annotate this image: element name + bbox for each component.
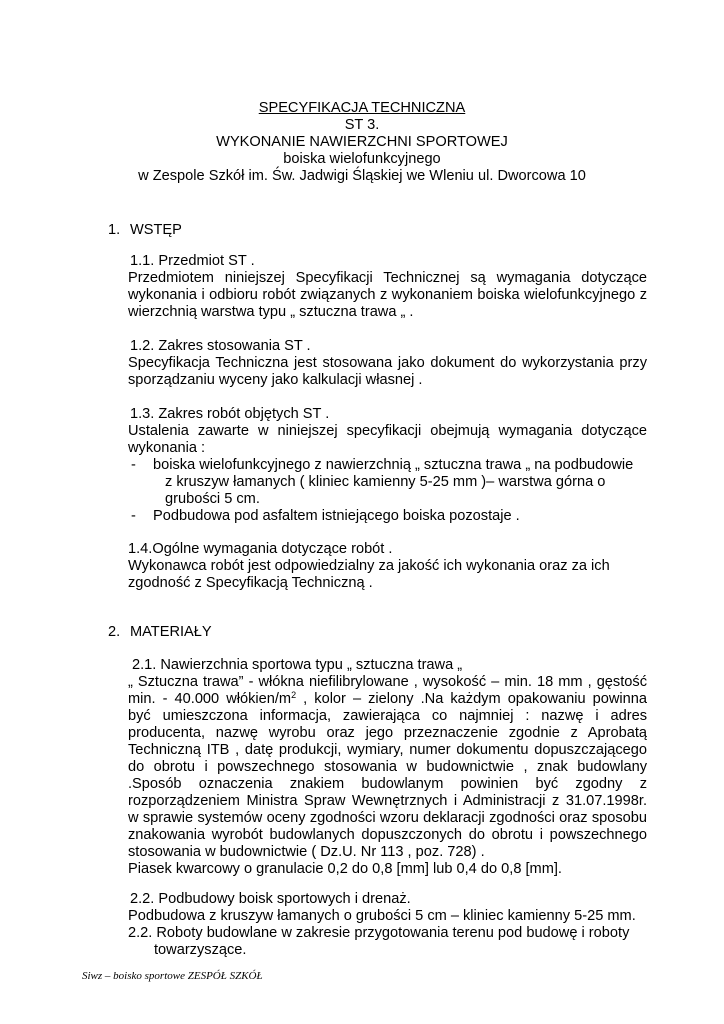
paragraph-1-3 — [128, 406, 647, 525]
page-footer: Siwz – boisko sportowe ZESPÓŁ SZKÓŁ — [82, 970, 263, 982]
paragraph-2-1 — [128, 657, 647, 878]
text-line — [128, 691, 647, 708]
title-line-work: WYKONANIE NAWIERZCHNI SPORTOWEJ — [216, 134, 508, 150]
text-line: Podbudowa z kruszyw łamanych o grubości 5 cm – kliniec kamienny 5-25 mm. — [128, 908, 636, 924]
bullet-dash: - — [131, 508, 136, 524]
bullet-item — [128, 457, 647, 474]
paragraph-1-1-heading: 1.1. Przedmiot ST . — [130, 253, 255, 269]
section-1-number: 1. — [108, 222, 121, 238]
text-line: wierzchnią warstwa typu „ sztuczna trawa „ . — [128, 304, 414, 320]
paragraph-1-2 — [128, 338, 647, 389]
text-line-part: min. - 40.000 włókien/m — [128, 691, 292, 707]
section-2-title: MATERIAŁY — [130, 624, 212, 640]
text-line: .Sposób oznaczenia znakiem budowlanym powinien być zgodny z — [128, 776, 647, 792]
section-2-number: 2. — [108, 624, 121, 640]
paragraph-1-2-heading: 1.2. Zakres stosowania ST . — [130, 338, 311, 354]
text-line: Piasek kwarcowy o granulacie 0,2 do 0,8 [mm] lub 0,4 do 0,8 [mm]. — [128, 861, 562, 877]
section-1-title: WSTĘP — [130, 222, 182, 238]
bullet-dash: - — [131, 457, 136, 473]
text-line: Ustalenia zawarte w niniejszej specyfikacji obejmują wymagania dotyczące — [128, 423, 647, 439]
text-line: wykonania : — [128, 440, 206, 456]
document-title — [0, 100, 724, 185]
text-line: producenta, nazwę wyrobu oraz jego przeznaczenie zgodnie z Aprobatą — [128, 725, 647, 741]
title-line-st: ST 3. — [344, 117, 380, 133]
text-line: towarzyszące. — [154, 942, 247, 958]
text-line: w sprawie systemów oceny zgodności wzoru deklaracji zgodności oraz sposobu — [128, 810, 647, 826]
text-line: sporządzaniu wyceny jako kalkulacji własnej . — [128, 372, 423, 388]
paragraph-1-3-heading: 1.3. Zakres robót objętych ST . — [130, 406, 330, 422]
paragraph-2-2-heading: 2.2. Podbudowy boisk sportowych i drenaż. — [130, 891, 411, 907]
text-line: Przedmiotem niniejszej Specyfikacji Technicznej są wymagania dotyczące — [128, 270, 647, 286]
paragraph-1-4-heading: 1.4.Ogólne wymagania dotyczące robót . — [128, 541, 393, 557]
bullet-continuation: grubości 5 cm. — [165, 491, 260, 507]
text-line: zgodność z Specyfikacją Techniczną . — [128, 575, 373, 591]
title-line-spec: SPECYFIKACJA TECHNICZNA — [258, 100, 466, 116]
paragraph-2-1-heading: 2.1. Nawierzchnia sportowa typu „ sztuczna trawa „ — [132, 657, 463, 673]
text-line: wykonania i odbioru robót związanych z wykonaniem boiska wielofunkcyjnego z — [128, 287, 647, 303]
text-line: Techniczną ITB , datę produkcji, wymiary, numer dokumentu dopuszczającego — [128, 742, 647, 758]
text-line: rozporządzeniem Ministra Spraw Wewnętrznych i Administracji z 31.07.1998r. — [128, 793, 647, 809]
text-line: Specyfikacja Techniczna jest stosowana jako dokument do wykorzystania przy — [128, 355, 647, 371]
text-line: stosowania w budownictwie ( Dz.U. Nr 113 , poz. 728) . — [128, 844, 485, 860]
text-line: do obrotu i powszechnego stosowania w budownictwie , znak budowlany — [128, 759, 647, 775]
title-line-field: boiska wielofunkcyjnego — [283, 151, 441, 167]
bullet-continuation: z kruszyw łamanych ( kliniec kamienny 5-25 mm )– warstwa górna o — [165, 474, 606, 490]
paragraph-1-1 — [128, 253, 647, 321]
section-1-heading — [108, 222, 182, 238]
paragraph-1-4 — [128, 541, 647, 592]
text-line: być umieszczona informacja, zawierająca co najmniej : nazwę i adres — [128, 708, 647, 724]
section-2-heading — [108, 624, 212, 640]
bullet-text: boiska wielofunkcyjnego z nawierzchnią „ sztuczna trawa „ na podbudowie — [153, 457, 634, 473]
text-line: „ Sztuczna trawa” - włókna niefilibrylowane , wysokość – min. 18 mm , gęstość — [128, 674, 647, 690]
title-line-school: w Zespole Szkół im. Św. Jadwigi Śląskiej we Wleniu ul. Dworcowa 10 — [138, 168, 586, 184]
paragraph-2-2 — [128, 891, 647, 959]
bullet-text: Podbudowa pod asfaltem istniejącego boiska pozostaje . — [153, 508, 520, 524]
text-line-part: , kolor – zielony .Na każdym opakowaniu powinna — [296, 691, 647, 707]
superscript: 2 — [291, 690, 297, 700]
text-line: Wykonawca robót jest odpowiedzialny za jakość ich wykonania oraz za ich — [128, 558, 610, 574]
text-line: 2.2. Roboty budowlane w zakresie przygotowania terenu pod budowę i roboty — [128, 925, 630, 941]
text-line: znakowania wyrobót budowlanych dopuszczonych do obrotu i powszechnego — [128, 827, 647, 843]
bullet-item — [128, 508, 647, 525]
